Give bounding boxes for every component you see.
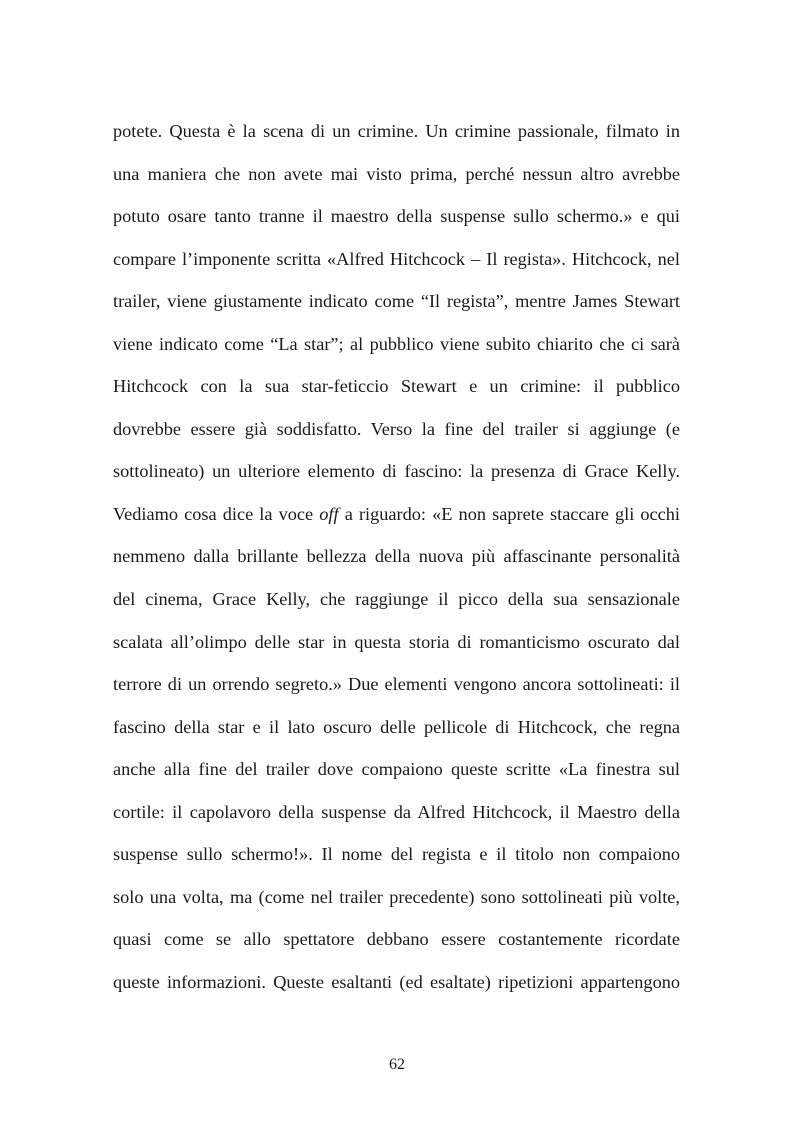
text-line: queste informazioni. Queste esaltanti (ed esaltate) ripetizioni appartengono xyxy=(113,971,680,992)
text-line: potuto osare tanto tranne il maestro della suspense sullo schermo.» e qui xyxy=(113,206,680,227)
text-line: suspense sullo schermo!». Il nome del regista e il titolo non compaiono xyxy=(113,844,680,865)
text-line: terrore di un orrendo segreto.» Due elementi vengono ancora sottolineati: il xyxy=(113,674,680,695)
text-line: quasi come se allo spettatore debbano essere costantemente ricordate xyxy=(113,929,680,950)
text-segment: Vediamo cosa dice la voce xyxy=(113,503,320,524)
text-line: compare l’imponente scritta «Alfred Hitchcock – Il regista». Hitchcock, nel xyxy=(113,248,680,269)
text-line: solo una volta, ma (come nel trailer precedente) sono sottolineati più volte, xyxy=(113,886,680,907)
text-line: nemmeno dalla brillante bellezza della nuova più affascinante personalità xyxy=(113,546,680,567)
text-line: scalata all’olimpo delle star in questa storia di romanticismo oscurato dal xyxy=(113,631,680,652)
text-line: cortile: il capolavoro della suspense da Alfred Hitchcock, il Maestro della xyxy=(113,801,680,822)
text-line: del cinema, Grace Kelly, che raggiunge il picco della sua sensazionale xyxy=(113,589,680,610)
text-line: dovrebbe essere già soddisfatto. Verso la fine del trailer si aggiunge (e xyxy=(113,418,680,439)
text-line: anche alla fine del trailer dove compaiono queste scritte «La finestra sul xyxy=(113,759,680,780)
text-line-with-italic xyxy=(113,493,680,536)
text-line: potete. Questa è la scena di un crimine. Un crimine passionale, filmato in xyxy=(113,121,680,141)
body-paragraph xyxy=(113,110,680,1003)
text-segment: a riguardo: «E non saprete staccare gli occhi xyxy=(338,503,681,524)
text-line: fascino della star e il lato oscuro delle pellicole di Hitchcock, che regna xyxy=(113,716,680,737)
italic-term: off xyxy=(319,503,339,524)
text-line: sottolineato) un ulteriore elemento di fascino: la presenza di Grace Kelly. xyxy=(113,461,680,482)
text-line: Hitchcock con la sua star-feticcio Stewart e un crimine: il pubblico xyxy=(113,376,680,397)
page-number: 62 xyxy=(389,1056,405,1073)
text-line: viene indicato come “La star”; al pubblico viene subito chiarito che ci sarà xyxy=(113,333,680,354)
text-line: una maniera che non avete mai visto prima, perché nessun altro avrebbe xyxy=(113,163,680,184)
text-line: trailer, viene giustamente indicato come “Il regista”, mentre James Stewart xyxy=(113,291,680,312)
